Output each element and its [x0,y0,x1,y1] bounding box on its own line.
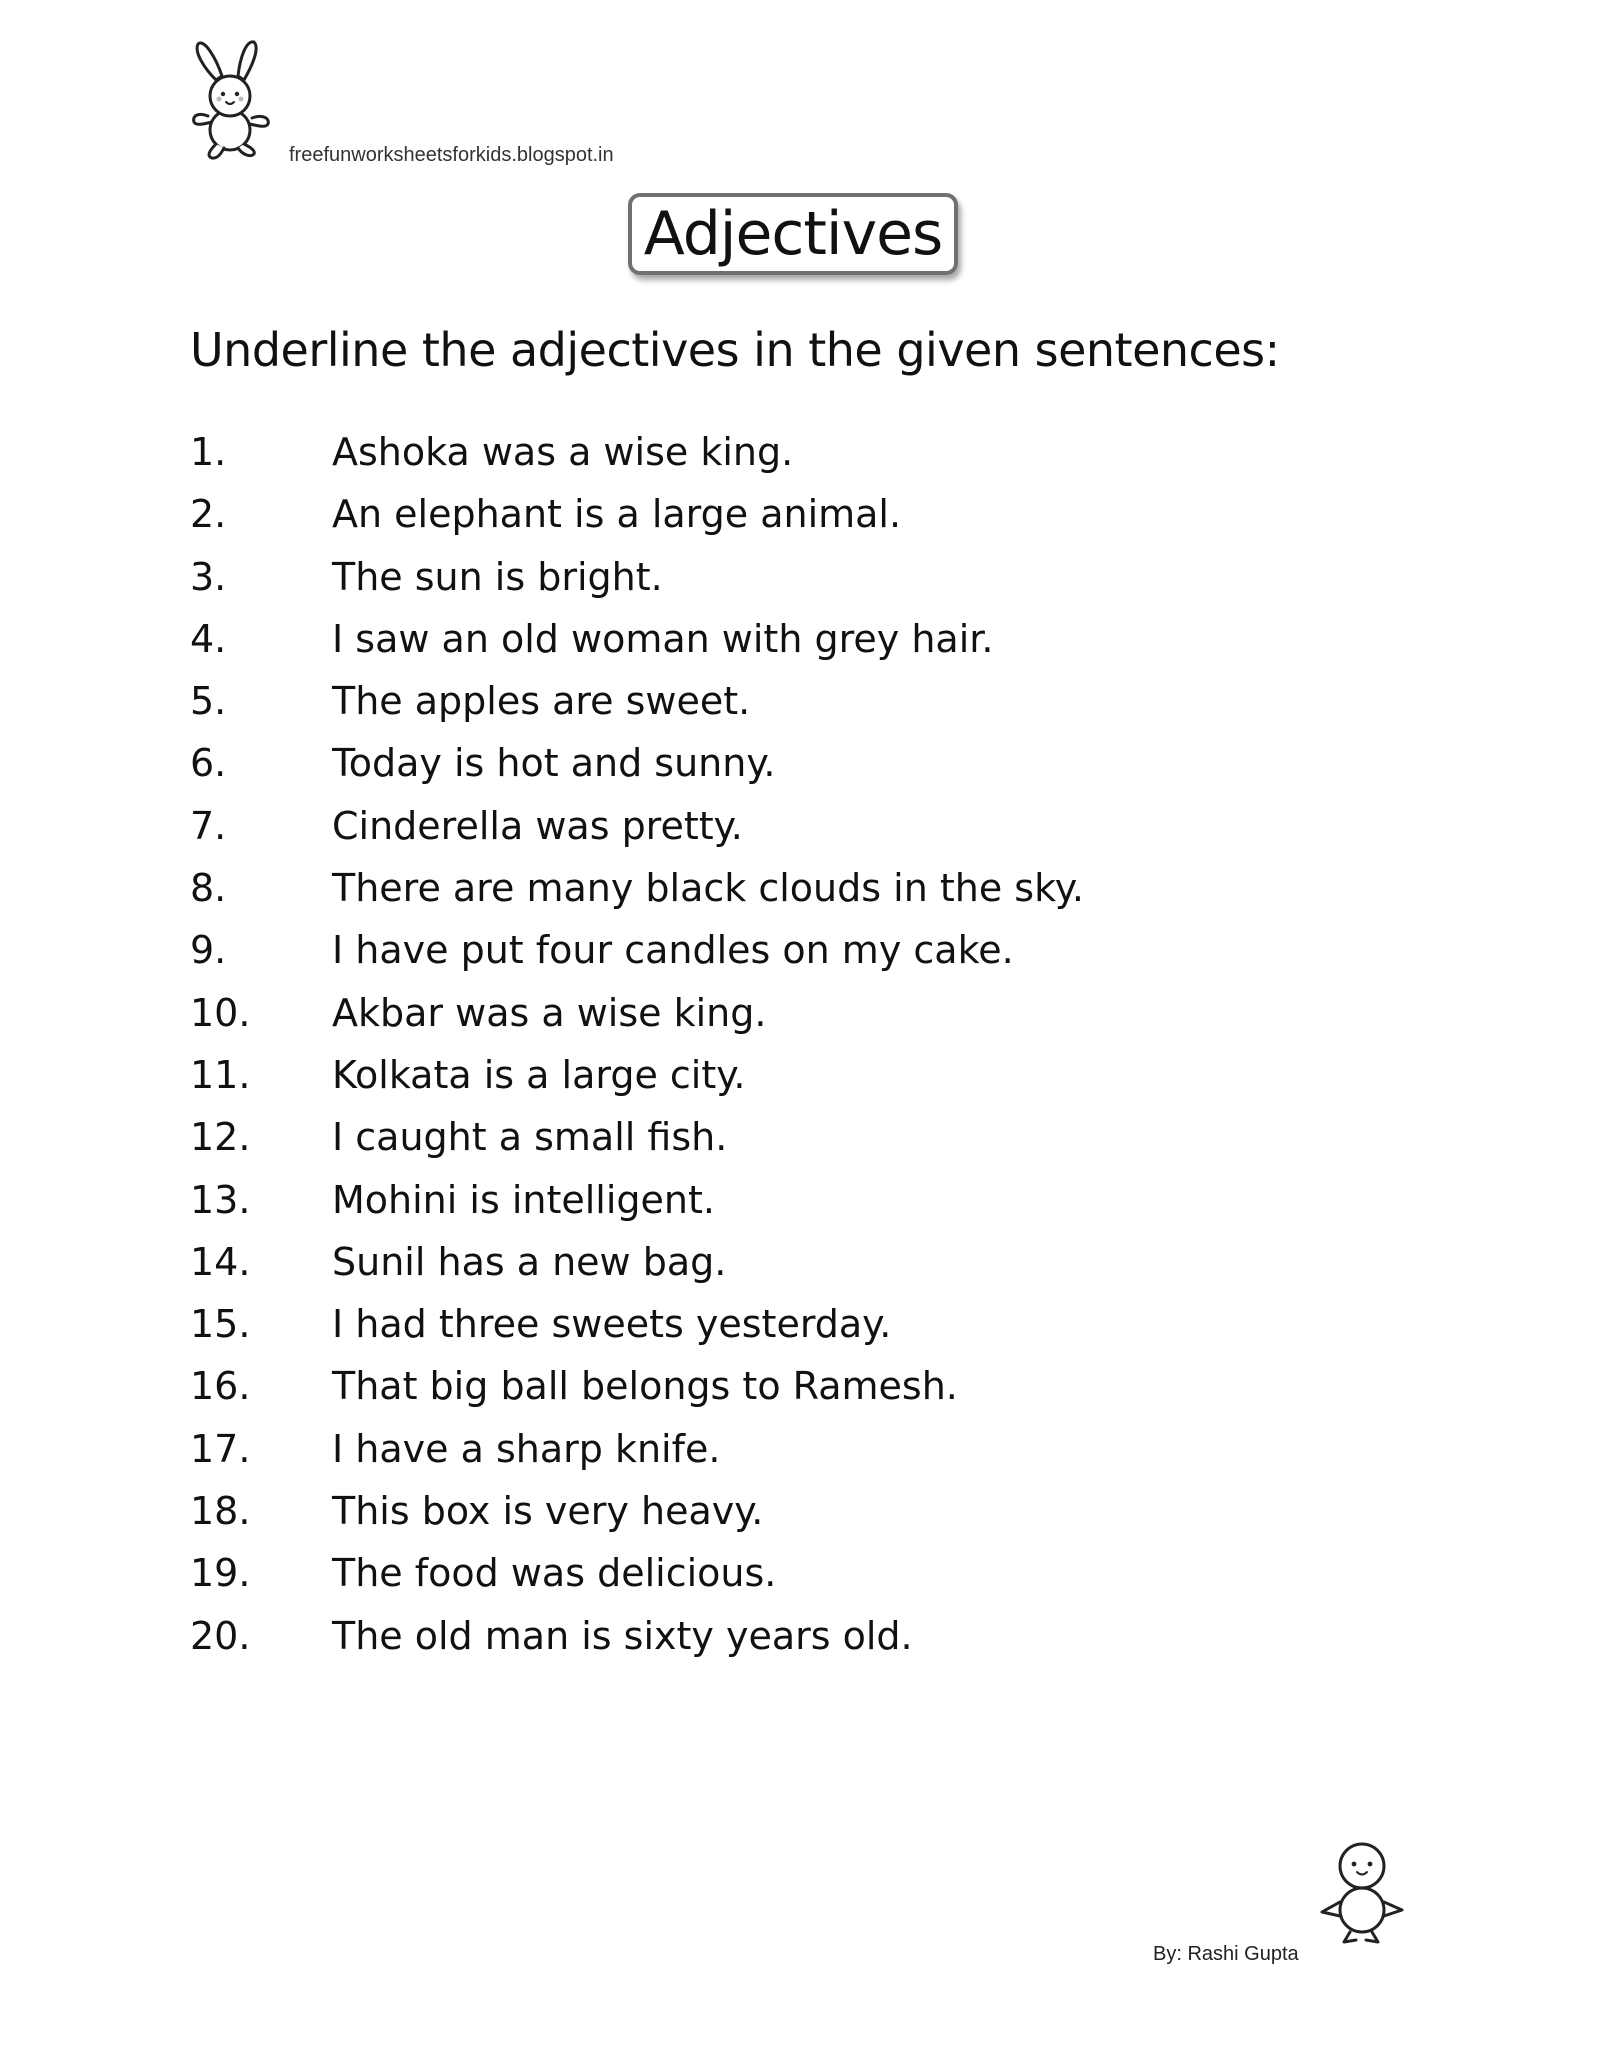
sentence-number: 20. [190,1613,251,1658]
sentence-item [190,1115,1084,1180]
sentence-text: The food was delicious. [332,1551,777,1596]
sentence-number: 9. [190,928,227,973]
sentence-item [190,1613,1084,1679]
sentence-text: Kolkata is a large city. [332,1052,746,1097]
sentence-number: 11. [190,1052,251,1097]
sentence-list [190,430,1084,1679]
sentence-number: 6. [190,741,227,786]
sentence-item [190,492,1084,557]
page-title: Adjectives [643,199,943,269]
sentence-item [190,990,1084,1056]
sentence-item [190,1177,1084,1243]
sentence-text: The apples are sweet. [332,679,751,724]
sentence-item [190,679,1084,744]
sentence-text: I caught a small fish. [332,1115,728,1160]
sentence-text: I have put four candles on my cake. [332,928,1014,973]
sentence-text: There are many black clouds in the sky. [332,866,1084,911]
sentence-item [190,1489,1084,1554]
bunny-icon [186,38,286,168]
sentence-item [190,1052,1084,1118]
sentence-item [190,928,1084,993]
sentence-item [190,554,1084,620]
sentence-item [190,1426,1084,1492]
sentence-number: 3. [190,554,227,599]
chick-icon [1318,1838,1408,1948]
sentence-text: The old man is sixty years old. [332,1613,913,1658]
sentence-text: The sun is bright. [332,554,663,599]
sentence-text: I have a sharp knife. [332,1426,721,1471]
sentence-item [190,803,1084,869]
sentence-number: 15. [190,1302,251,1347]
sentence-number: 2. [190,492,227,537]
sentence-item [190,1239,1084,1305]
sentence-number: 7. [190,803,227,848]
sentence-text: That big ball belongs to Ramesh. [332,1364,958,1409]
sentence-item [190,1302,1084,1367]
sentence-text: Akbar was a wise king. [332,990,767,1035]
sentence-text: I saw an old woman with grey hair. [332,616,994,661]
sentence-text: Today is hot and sunny. [332,741,776,786]
sentence-text: I had three sweets yesterday. [332,1302,892,1347]
sentence-number: 10. [190,990,251,1035]
sentence-number: 14. [190,1239,251,1284]
sentence-number: 13. [190,1177,251,1222]
sentence-item [190,741,1084,806]
sentence-number: 16. [190,1364,251,1409]
sentence-item [190,430,1084,495]
sentence-item [190,616,1084,682]
instruction-text: Underline the adjectives in the given sentences: [190,323,1280,377]
title-box [628,193,958,275]
site-url: freefunworksheetsforkids.blogspot.in [289,144,614,166]
sentence-text: This box is very heavy. [332,1489,764,1534]
sentence-item [190,866,1084,931]
sentence-number: 1. [190,430,227,474]
sentence-text: Mohini is intelligent. [332,1177,715,1222]
sentence-text: Sunil has a new bag. [332,1239,727,1284]
sentence-item [190,1551,1084,1616]
sentence-text: Cinderella was pretty. [332,803,743,848]
sentence-text: Ashoka was a wise king. [332,430,794,474]
sentence-number: 12. [190,1115,251,1160]
sentence-number: 8. [190,866,227,911]
sentence-item [190,1364,1084,1429]
sentence-number: 18. [190,1489,251,1534]
sentence-number: 5. [190,679,227,724]
sentence-number: 17. [190,1426,251,1471]
sentence-number: 19. [190,1551,251,1596]
author-credit: By: Rashi Gupta [1153,1943,1299,1965]
sentence-text: An elephant is a large animal. [332,492,902,537]
sentence-number: 4. [190,616,227,661]
